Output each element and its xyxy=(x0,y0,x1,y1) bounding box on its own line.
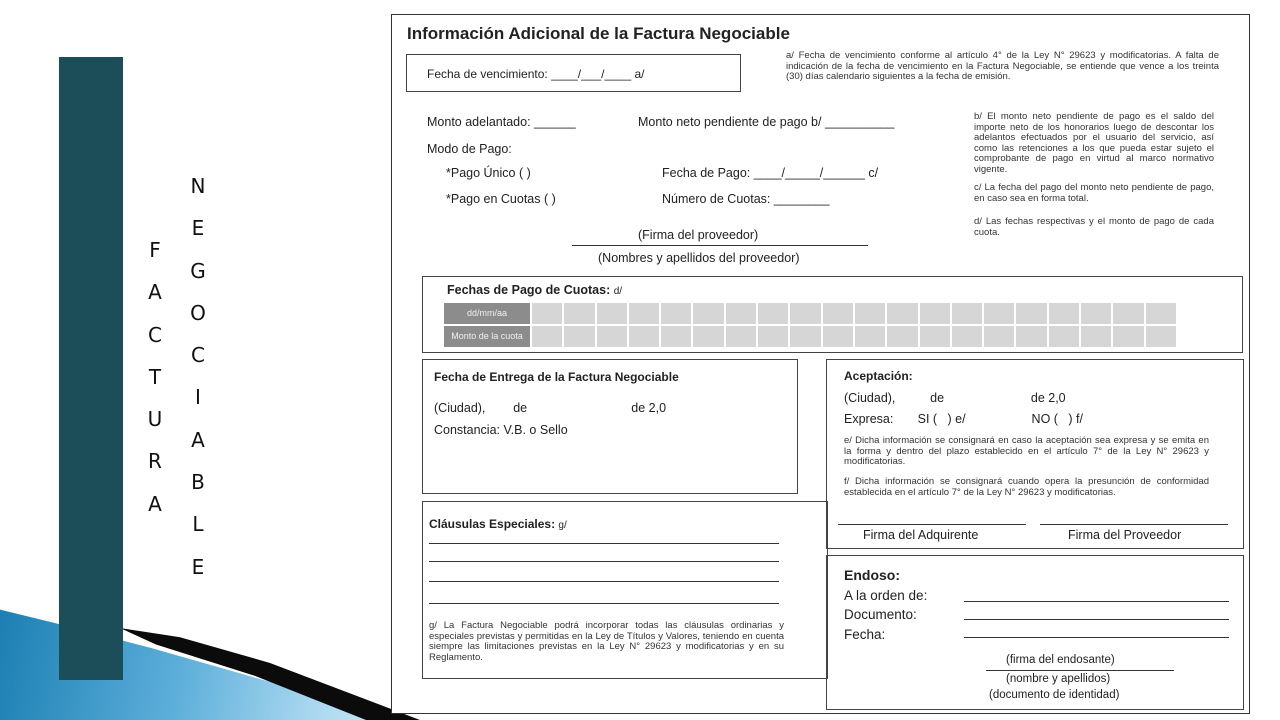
letter: E xyxy=(191,554,205,579)
grid-cell[interactable] xyxy=(661,303,691,324)
cuotas-title-text: Fechas de Pago de Cuotas: xyxy=(447,283,611,297)
grid-cell[interactable] xyxy=(1146,326,1176,347)
aceptacion-ciudad-line: (Ciudad), de de 2,0 xyxy=(844,391,1066,405)
note-e: e/ Dicha información se consignará en caso la aceptación sea expresa y se emita en la forma y dentro del plazo establecido en el artículo 7° de la Ley N° 29623 y modificatorias. xyxy=(844,435,1209,468)
cuotas-title-suffix: d/ xyxy=(613,286,623,297)
note-f: f/ Dicha información se consignará cuando opera la presunción de conformidad establecida en el artículo 7° de la Ley N° 29623 y modificatorias. xyxy=(844,476,1209,498)
firma-endosante-line xyxy=(986,670,1174,671)
grid-cell[interactable] xyxy=(823,326,853,347)
endoso-documento-line[interactable] xyxy=(964,619,1229,620)
grid-cell[interactable] xyxy=(564,303,594,324)
note-a: a/ Fecha de vencimiento conforme al artículo 4° de la Ley N° 29623 y modificatorias. A falta de indicación de la fecha de vencimiento en la Factura Negociable, se entiende que vence a los treinta (30) días calendario siguientes a la fecha de emisión. xyxy=(786,50,1219,83)
letter: A xyxy=(148,280,162,305)
grid-cell[interactable] xyxy=(984,303,1014,324)
fecha-pago-label: Fecha de Pago: ____/_____/______ c/ xyxy=(662,166,879,180)
firma-adquirente-caption: Firma del Adquirente xyxy=(863,528,979,542)
cuotas-grid xyxy=(444,303,1176,347)
letter: B xyxy=(191,470,205,495)
entrega-title: Fecha de Entrega de la Factura Negociable xyxy=(434,370,679,384)
firma-adquirente-line xyxy=(838,524,1026,525)
firma-proveedor2-caption: Firma del Proveedor xyxy=(1068,528,1182,542)
endoso-fecha-line[interactable] xyxy=(964,637,1229,638)
note-c: c/ La fecha del pago del monto neto pendiente de pago, en caso sea en forma total. xyxy=(974,182,1214,204)
note-g: g/ La Factura Negociable podrá incorporar todas las cláusulas ordinarias y especiales previstas y permitidas en la Ley de Títulos y Valores, teniendo en cuenta siempre las limitaciones previstas en la Ley N° 29623 y modificatorias y en su Reglamento. xyxy=(429,620,784,663)
grid-cell[interactable] xyxy=(693,326,723,347)
clausula-line[interactable] xyxy=(429,561,779,562)
grid-cell[interactable] xyxy=(726,303,756,324)
letter: T xyxy=(148,364,162,389)
letter: U xyxy=(147,407,163,432)
grid-cell[interactable] xyxy=(920,326,950,347)
grid-cell[interactable] xyxy=(597,326,627,347)
grid-cell[interactable] xyxy=(887,326,917,347)
clausulas-title xyxy=(429,517,567,531)
endoso-fecha-label: Fecha: xyxy=(844,627,886,642)
letter: R xyxy=(148,449,162,474)
entrega-ciudad-line: (Ciudad), de de 2,0 xyxy=(434,401,667,415)
clausulas-title-text: Cláusulas Especiales: xyxy=(429,517,556,531)
letter: I xyxy=(195,385,201,410)
grid-cell[interactable] xyxy=(1049,326,1079,347)
monto-adelantado-label: Monto adelantado: ______ xyxy=(427,115,576,129)
letter: L xyxy=(192,512,204,537)
modo-pago-label: Modo de Pago: xyxy=(427,142,512,156)
grid-cell[interactable] xyxy=(1113,303,1143,324)
letter: A xyxy=(148,491,162,516)
clausula-line[interactable] xyxy=(429,581,779,582)
vertical-word-negociable xyxy=(180,165,216,588)
vencimiento-label: Fecha de vencimiento: ____/___/____ a/ xyxy=(427,67,645,81)
note-d: d/ Las fechas respectivas y el monto de pago de cada cuota. xyxy=(974,216,1214,238)
grid-cell[interactable] xyxy=(887,303,917,324)
grid-cell[interactable] xyxy=(1113,326,1143,347)
form-title: Información Adicional de la Factura Negociable xyxy=(407,24,790,43)
numero-cuotas-label: Número de Cuotas: ________ xyxy=(662,192,830,206)
aceptacion-title: Aceptación: xyxy=(844,369,913,383)
grid-cell[interactable] xyxy=(532,303,562,324)
endoso-orden-label: A la orden de: xyxy=(844,588,928,603)
letter: E xyxy=(191,216,205,241)
grid-cell[interactable] xyxy=(920,303,950,324)
grid-cell[interactable] xyxy=(661,326,691,347)
clausula-line[interactable] xyxy=(429,603,779,604)
letter: O xyxy=(190,300,206,325)
monto-neto-label: Monto neto pendiente de pago b/ __________ xyxy=(638,115,895,129)
grid-cell[interactable] xyxy=(758,303,788,324)
pago-cuotas-option: *Pago en Cuotas ( ) xyxy=(446,192,556,206)
grid-cell[interactable] xyxy=(629,303,659,324)
endoso-title: Endoso: xyxy=(844,567,900,583)
grid-cell[interactable] xyxy=(855,326,885,347)
grid-cell[interactable] xyxy=(1146,303,1176,324)
cuotas-row-label-monto: Monto de la cuota xyxy=(444,326,530,347)
note-b: b/ El monto neto pendiente de pago es el saldo del importe neto de los honorarios luego de descontar los adelantos efectuados por el usuario del servicio, así como las retenciones a los que pueda estar sujeto el comprobante de pago en virtud al marco normativo vigente. xyxy=(974,111,1214,175)
aceptacion-expresa-line: Expresa: SI ( ) e/ NO ( ) f/ xyxy=(844,412,1083,426)
letter: G xyxy=(190,258,206,283)
grid-cell[interactable] xyxy=(952,326,982,347)
letter: A xyxy=(191,427,205,452)
firma-proveedor-line xyxy=(572,245,868,246)
firma-proveedor-caption: (Firma del proveedor) xyxy=(638,228,759,242)
grid-cell[interactable] xyxy=(1049,303,1079,324)
grid-cell[interactable] xyxy=(1016,303,1046,324)
grid-cell[interactable] xyxy=(693,303,723,324)
grid-cell[interactable] xyxy=(758,326,788,347)
grid-cell[interactable] xyxy=(629,326,659,347)
firma-proveedor2-line xyxy=(1040,524,1228,525)
clausula-line[interactable] xyxy=(429,543,779,544)
grid-cell[interactable] xyxy=(532,326,562,347)
decorative-teal-bar xyxy=(59,57,123,680)
cuotas-title xyxy=(447,283,622,297)
entrega-constancia: Constancia: V.B. o Sello xyxy=(434,423,568,437)
endoso-orden-line[interactable] xyxy=(964,601,1229,602)
grid-cell[interactable] xyxy=(726,326,756,347)
vertical-word-factura xyxy=(138,229,172,525)
pago-unico-option: *Pago Único ( ) xyxy=(446,166,531,180)
endoso-documento-label: Documento: xyxy=(844,607,917,622)
letter: C xyxy=(191,343,205,368)
nombre-apellidos-caption: (nombre y apellidos) xyxy=(1006,673,1111,685)
grid-cell[interactable] xyxy=(597,303,627,324)
grid-cell[interactable] xyxy=(1081,303,1111,324)
documento-identidad-caption: (documento de identidad) xyxy=(989,689,1120,701)
invoice-form-document xyxy=(391,14,1250,714)
grid-cell[interactable] xyxy=(952,303,982,324)
grid-cell[interactable] xyxy=(564,326,594,347)
cuotas-row-label-fecha: dd/mm/aa xyxy=(444,303,530,324)
clausulas-title-suffix: g/ xyxy=(558,520,567,531)
firma-endosante-caption: (firma del endosante) xyxy=(1006,654,1115,666)
nombres-proveedor-caption: (Nombres y apellidos del proveedor) xyxy=(598,251,800,265)
letter: F xyxy=(149,238,161,262)
grid-cell[interactable] xyxy=(855,303,885,324)
grid-cell[interactable] xyxy=(1081,326,1111,347)
grid-cell[interactable] xyxy=(823,303,853,324)
grid-cell[interactable] xyxy=(790,326,820,347)
grid-cell[interactable] xyxy=(1016,326,1046,347)
letter: C xyxy=(148,322,162,347)
letter: N xyxy=(190,174,206,198)
grid-cell[interactable] xyxy=(790,303,820,324)
grid-cell[interactable] xyxy=(984,326,1014,347)
